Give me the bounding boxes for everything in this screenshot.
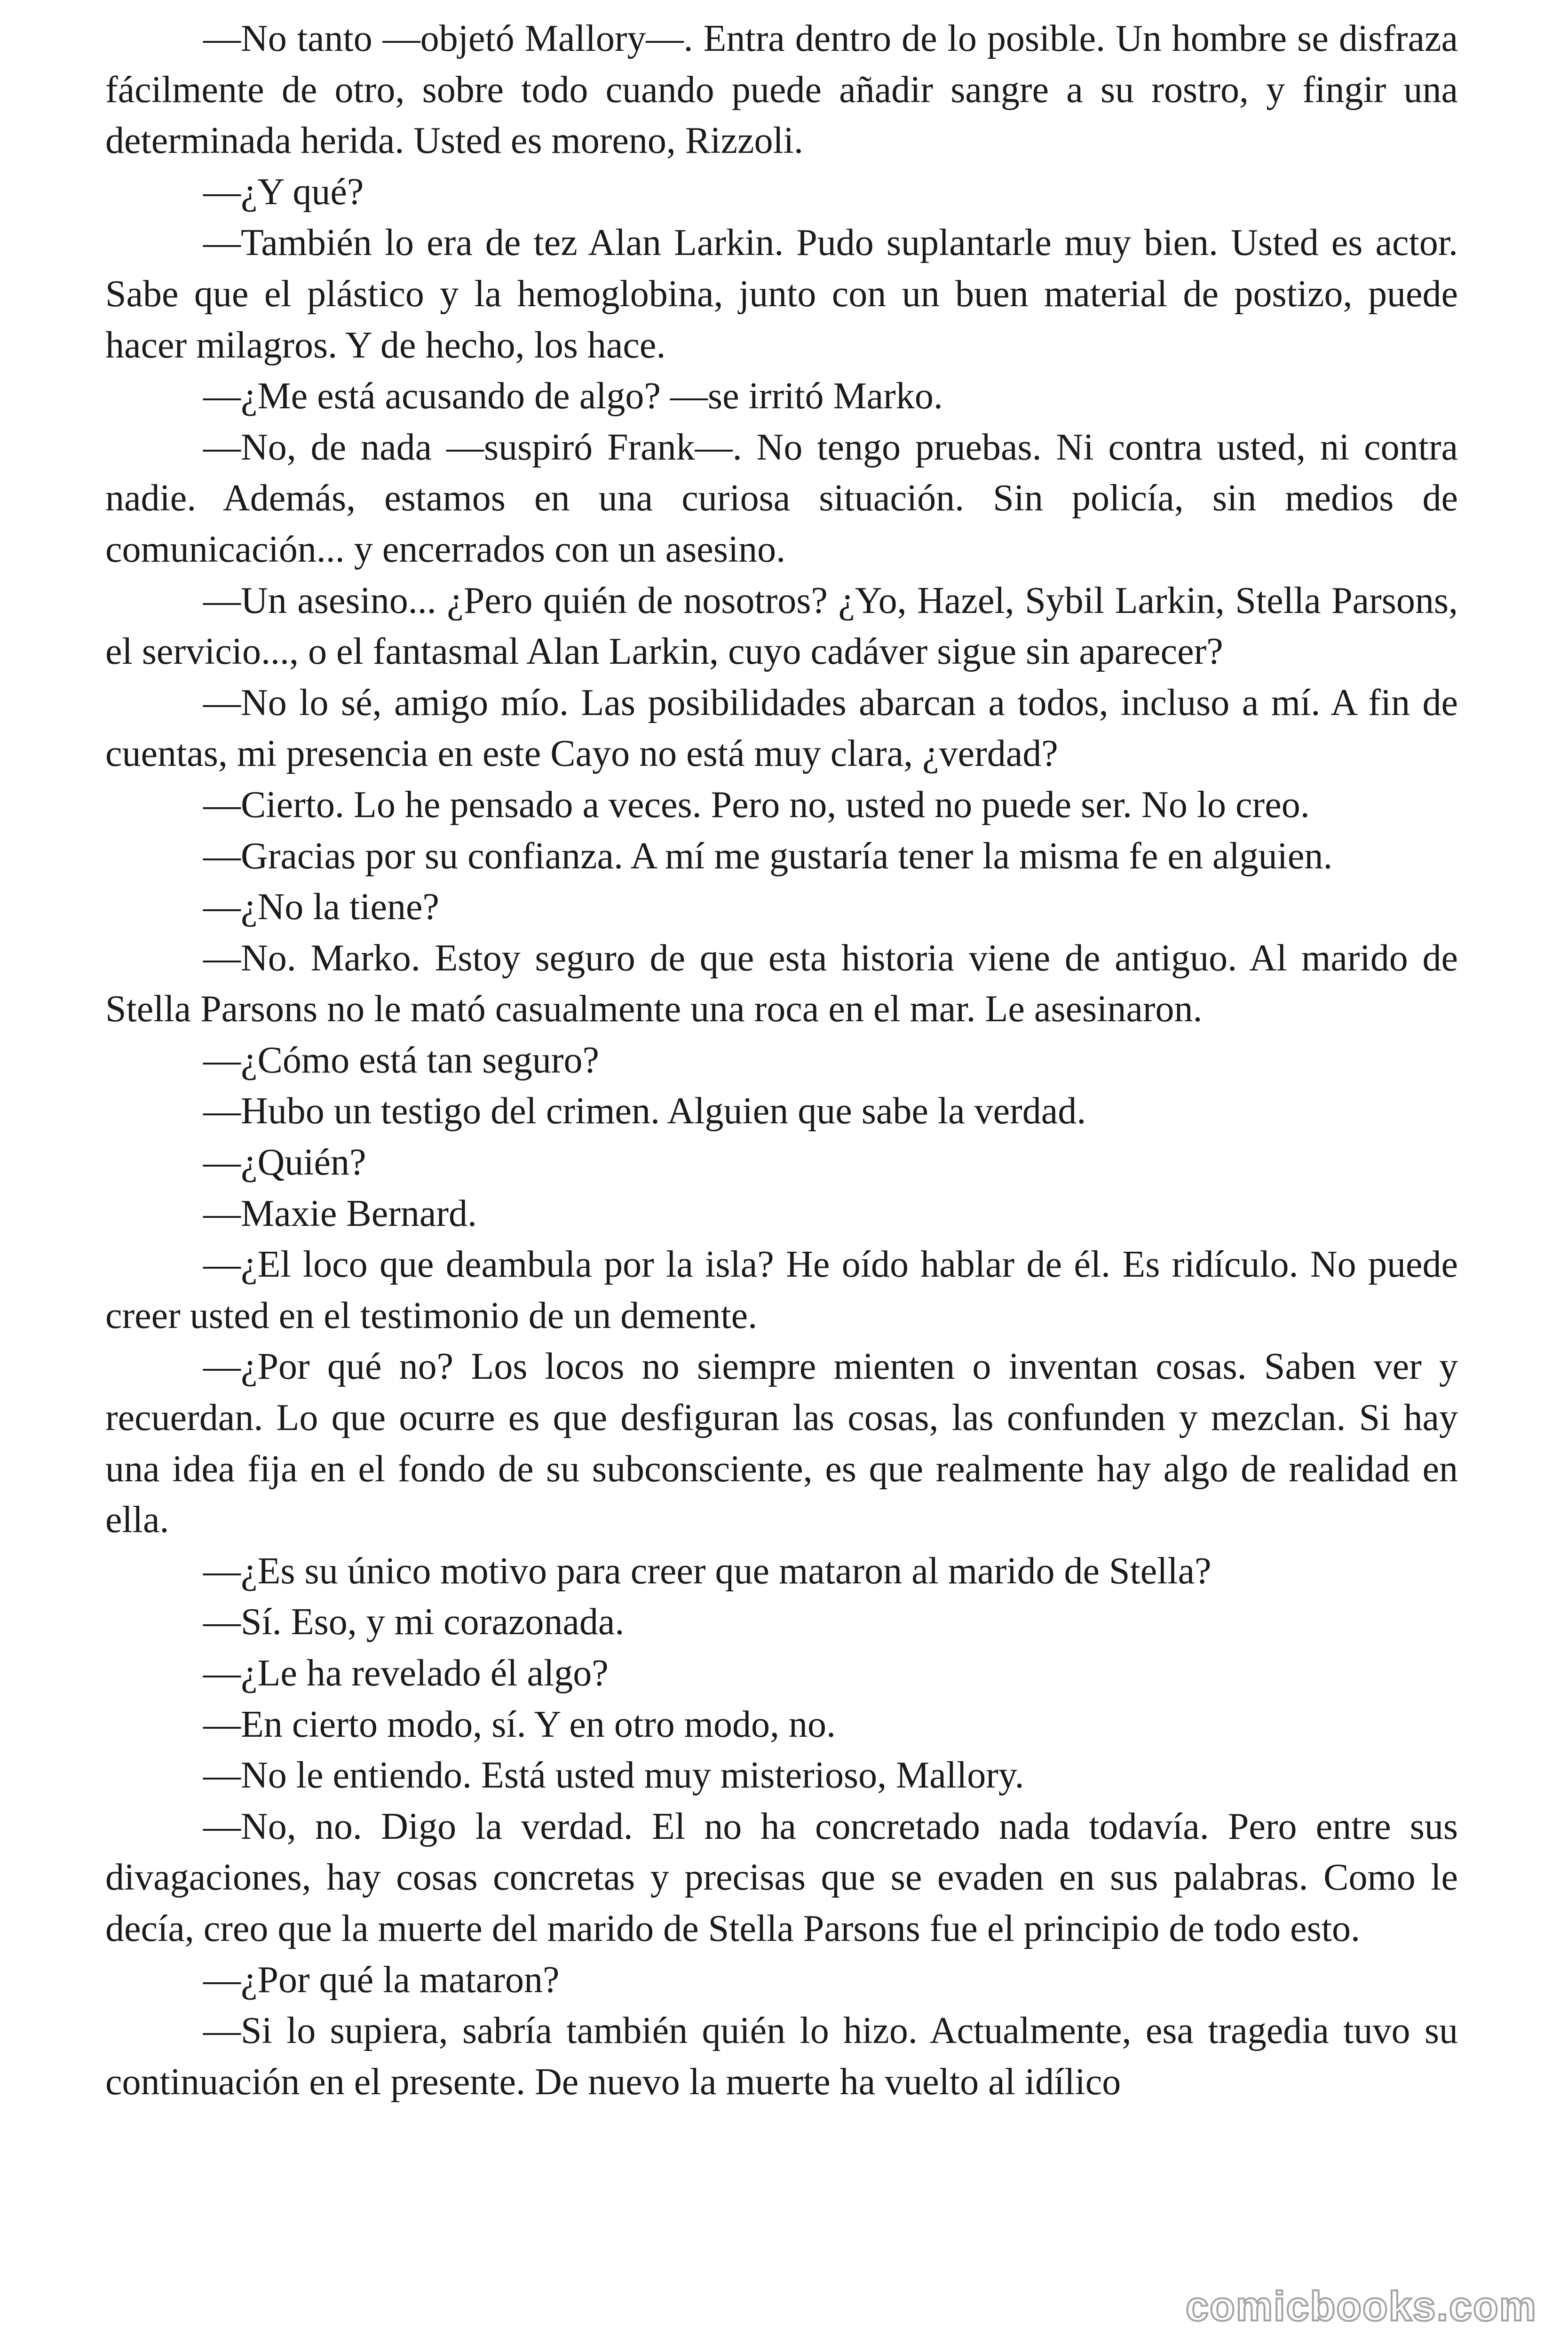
paragraph-19: —Sí. Eso, y mi corazonada.	[203, 1601, 625, 1643]
paragraph-22: —No le entiendo. Está usted muy misterioso, Mallory.	[203, 1755, 1024, 1796]
paragraph-5: —No, de nada —suspiró Frank—. No tengo pruebas. Ni contra usted, ni contra nadie. Además, estamos en una curiosa situación. Sin policía, sin medios de comunicación... y encerrados con un asesino.	[105, 426, 1458, 570]
page-body-text	[105, 13, 1458, 2107]
paragraph-7: —No lo sé, amigo mío. Las posibilidades abarcan a todos, incluso a mí. A fin de cuentas, mi presencia en este Cayo no está muy clara, ¿verdad?	[105, 682, 1458, 775]
paragraph-13: —Hubo un testigo del crimen. Alguien que sabe la verdad.	[203, 1090, 1086, 1132]
paragraph-14: —¿Quién?	[203, 1142, 366, 1184]
paragraph-2: —¿Y qué?	[203, 171, 364, 213]
paragraph-23: —No, no. Digo la verdad. El no ha concretado nada todavía. Pero entre sus divagaciones, hay cosas concretas y precisas que se evaden en sus palabras. Como le decía, creo que la muerte del marido de Stella Parsons fue el principio de todo esto.	[105, 1805, 1458, 1949]
paragraph-25: —Si lo supiera, sabría también quién lo hizo. Actualmente, esa tragedia tuvo su continuación en el presente. De nuevo la muerte ha vuelto al idílico	[105, 2010, 1458, 2103]
paragraph-1: —No tanto —objetó Mallory—. Entra dentro de lo posible. Un hombre se disfraza fácilmente de otro, sobre todo cuando puede añadir sangre a su rostro, y fingir una determinada herida. Usted es moreno, Rizzoli.	[105, 18, 1458, 162]
paragraph-9: —Gracias por su confianza. A mí me gustaría tener la misma fe en alguien.	[203, 835, 1333, 877]
paragraph-4: —¿Me está acusando de algo? —se irritó Marko.	[203, 375, 943, 417]
paragraph-16: —¿El loco que deambula por la isla? He oído hablar de él. Es ridículo. No puede creer usted en el testimonio de un demente.	[105, 1244, 1458, 1336]
paragraph-3: —También lo era de tez Alan Larkin. Pudo suplantarle muy bien. Usted es actor. Sabe que el plástico y la hemoglobina, junto con un buen material de postizo, puede hacer milagros. Y de hecho, los hace.	[105, 222, 1458, 366]
paragraph-18: —¿Es su único motivo para creer que mataron al marido de Stella?	[203, 1550, 1212, 1592]
paragraph-24: —¿Por qué la mataron?	[203, 1959, 560, 2001]
paragraph-17: —¿Por qué no? Los locos no siempre mienten o inventan cosas. Saben ver y recuerdan. Lo que ocurre es que desfiguran las cosas, las confunden y mezclan. Si hay una idea fija en el fondo de su subconsciente, es que realmente hay algo de realidad en ella.	[105, 1346, 1458, 1541]
site-watermark: comicbooks.com	[1186, 2283, 1537, 2329]
paragraph-11: —No. Marko. Estoy seguro de que esta historia viene de antiguo. Al marido de Stella Parsons no le mató casualmente una roca en el mar. Le asesinaron.	[105, 937, 1458, 1030]
paragraph-8: —Cierto. Lo he pensado a veces. Pero no, usted no puede ser. No lo creo.	[203, 784, 1310, 826]
paragraph-6: —Un asesino... ¿Pero quién de nosotros? ¿Yo, Hazel, Sybil Larkin, Stella Parsons, el servicio..., o el fantasmal Alan Larkin, cuyo cadáver sigue sin aparecer?	[105, 580, 1458, 673]
paragraph-10: —¿No la tiene?	[203, 886, 439, 928]
paragraph-12: —¿Cómo está tan seguro?	[203, 1039, 599, 1081]
paragraph-15: —Maxie Bernard.	[203, 1192, 477, 1234]
paragraph-21: —En cierto modo, sí. Y en otro modo, no.	[203, 1703, 836, 1745]
paragraph-20: —¿Le ha revelado él algo?	[203, 1653, 609, 1694]
